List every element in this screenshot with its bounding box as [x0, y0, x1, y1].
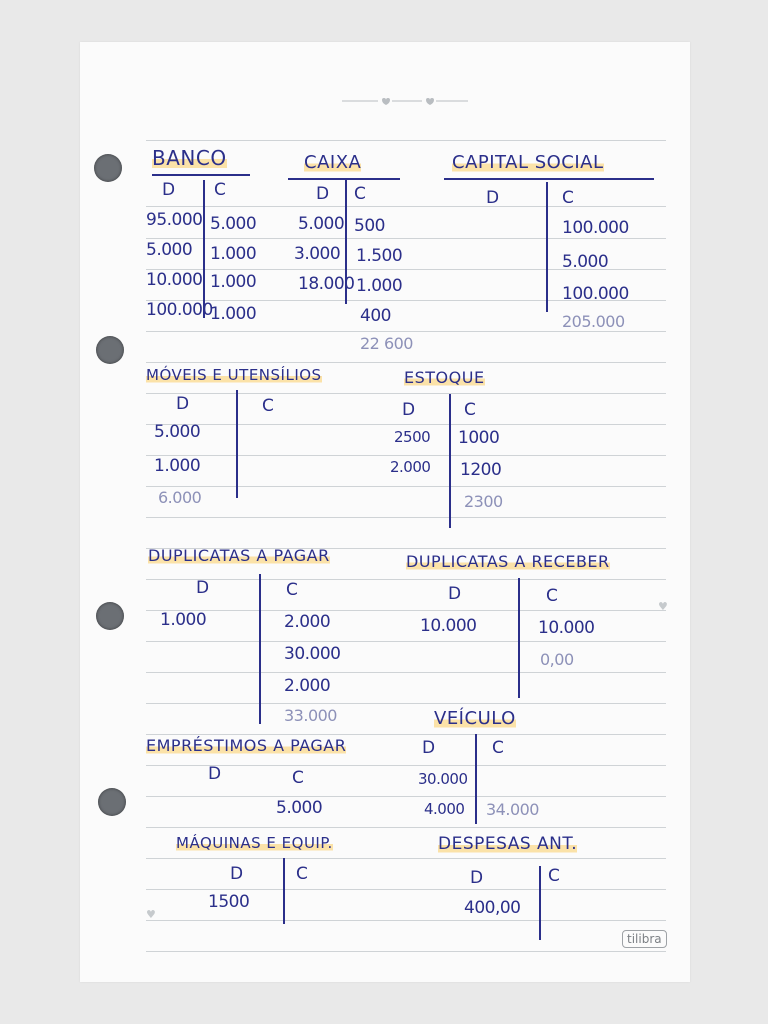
debit-value: 1.000 [154, 456, 201, 476]
credit-value: 400 [360, 306, 391, 326]
credit-header: C [492, 738, 504, 758]
credit-value: 5.000 [276, 798, 323, 818]
account-title: EMPRÉSTIMOS A PAGAR [146, 736, 347, 755]
binder-hole [96, 336, 124, 364]
account-title: CAIXA [304, 152, 362, 173]
credit-value: 1000 [458, 428, 500, 448]
balance-value: 205.000 [562, 312, 625, 331]
account-title: BANCO [152, 146, 227, 170]
debit-value: 1.000 [160, 610, 207, 630]
debit-value: 5.000 [154, 422, 201, 442]
debit-value: 10.000 [420, 616, 477, 636]
balance-value: 6.000 [158, 488, 202, 507]
debit-value: 5.000 [298, 214, 345, 234]
balance-value: 22 600 [360, 334, 413, 353]
debit-value: 10.000 [146, 270, 203, 290]
credit-value: 1.000 [356, 276, 403, 296]
debit-header: D [230, 864, 243, 884]
account-title: DUPLICATAS A PAGAR [148, 546, 330, 565]
credit-value: 500 [354, 216, 385, 236]
binder-hole [96, 602, 124, 630]
credit-value: 1.000 [210, 304, 257, 324]
account-title: MÁQUINAS E EQUIP. [176, 834, 333, 852]
balance-value: 0,00 [540, 650, 574, 669]
heart-icon: ♥ [658, 600, 668, 613]
binder-hole [94, 154, 122, 182]
account-title: DUPLICATAS A RECEBER [406, 552, 610, 571]
debit-header: D [422, 738, 435, 758]
debit-value: 4.000 [424, 800, 465, 818]
credit-header: C [464, 400, 476, 420]
debit-value: 30.000 [418, 770, 468, 788]
debit-header: D [402, 400, 415, 420]
credit-value: 5.000 [210, 214, 257, 234]
credit-value: 1200 [460, 460, 502, 480]
debit-header: D [196, 578, 209, 598]
credit-header: C [562, 188, 574, 208]
credit-value: 5.000 [562, 252, 609, 272]
binder-hole [98, 788, 126, 816]
debit-value: 100.000 [146, 300, 213, 320]
account-title: ESTOQUE [404, 368, 485, 387]
heart-icon: ♥ [146, 908, 156, 921]
account-title: MÓVEIS E UTENSÍLIOS [146, 366, 322, 384]
account-title: CAPITAL SOCIAL [452, 152, 604, 173]
credit-header: C [546, 586, 558, 606]
credit-value: 1.000 [210, 272, 257, 292]
credit-value: 10.000 [538, 618, 595, 638]
debit-value: 18.000 [298, 274, 355, 294]
debit-header: D [162, 180, 175, 200]
credit-header: C [286, 580, 298, 600]
credit-header: C [296, 864, 308, 884]
balance-value: 34.000 [486, 800, 539, 819]
debit-header: D [486, 188, 499, 208]
balance-value: 33.000 [284, 706, 337, 725]
debit-value: 2.000 [390, 458, 431, 476]
credit-value: 1.000 [210, 244, 257, 264]
credit-header: C [292, 768, 304, 788]
debit-header: D [316, 184, 329, 204]
balance-value: 2300 [464, 492, 503, 511]
credit-value: 2.000 [284, 612, 331, 632]
debit-header: D [176, 394, 189, 414]
heart-divider-icon [342, 96, 468, 106]
debit-header: D [470, 868, 483, 888]
debit-value: 3.000 [294, 244, 341, 264]
debit-value: 400,00 [464, 898, 521, 918]
credit-header: C [354, 184, 366, 204]
brand-logo: tilibra [622, 930, 667, 948]
credit-value: 30.000 [284, 644, 341, 664]
credit-header: C [262, 396, 274, 416]
account-title: VEÍCULO [434, 708, 516, 729]
debit-value: 1500 [208, 892, 250, 912]
credit-value: 2.000 [284, 676, 331, 696]
debit-header: D [208, 764, 221, 784]
credit-header: C [214, 180, 226, 200]
debit-value: 5.000 [146, 240, 193, 260]
credit-value: 100.000 [562, 218, 629, 238]
credit-value: 100.000 [562, 284, 629, 304]
account-title: DESPESAS ANT. [438, 834, 578, 854]
debit-value: 2500 [394, 428, 431, 446]
credit-value: 1.500 [356, 246, 403, 266]
credit-header: C [548, 866, 560, 886]
debit-header: D [448, 584, 461, 604]
debit-value: 95.000 [146, 210, 203, 230]
